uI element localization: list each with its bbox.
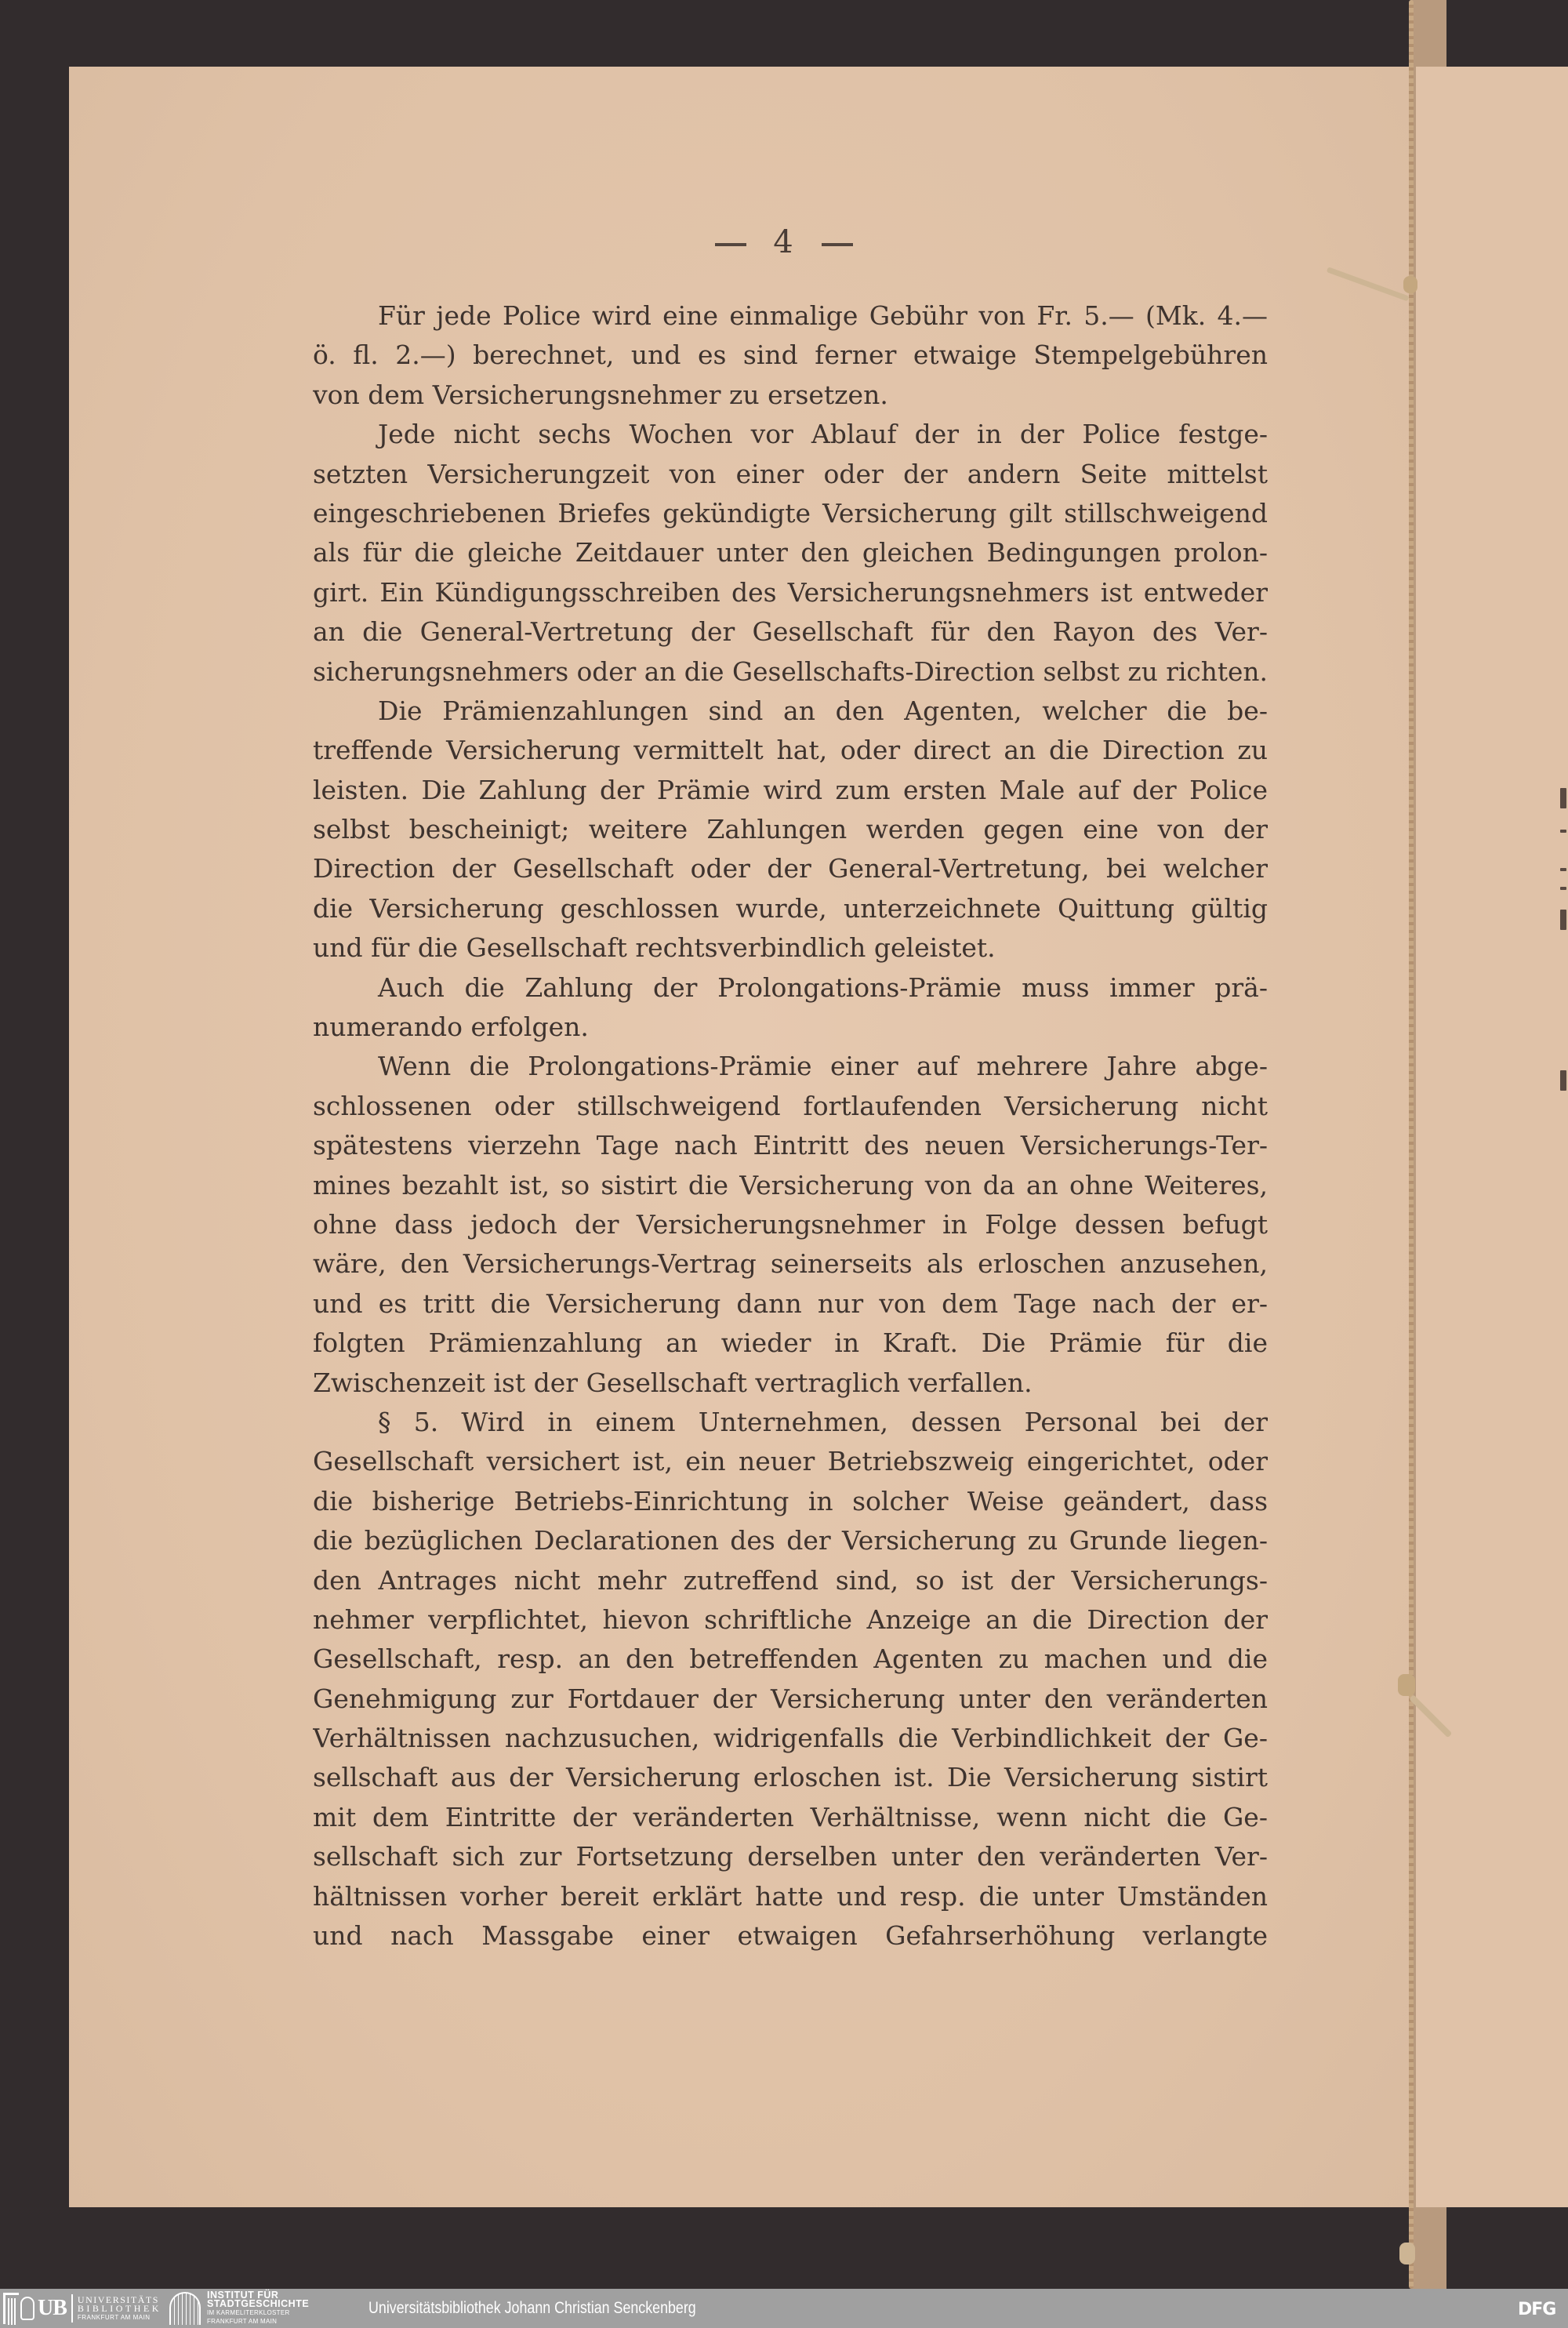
text-line: Gesellschaft versichert ist, ein neuer Betriebszweig eingerichtet, oder xyxy=(313,1446,1268,1477)
body-text xyxy=(313,296,1268,1956)
ub-separator xyxy=(71,2294,73,2323)
text-line: Jede nicht sechs Wochen vor Ablauf der in der Police festge- xyxy=(378,419,1268,450)
isg-arch-icon xyxy=(169,2292,201,2325)
isg-line-2: STADTGESCHICHTE xyxy=(207,2298,310,2309)
text-line: selbst bescheinigt; weitere Zahlungen werden gegen eine von der xyxy=(313,814,1268,845)
text-line: und für die Gesellschaft rechtsverbindlich geleistet. xyxy=(313,932,996,964)
text-line: hältnissen vorher bereit erklärt hatte und resp. die unter Umständen xyxy=(313,1880,1268,1912)
isg-line-1: INSTITUT FÜR xyxy=(207,2290,279,2301)
text-line: Für jede Police wird eine einmalige Gebühr von Fr. 5.— (Mk. 4.— xyxy=(378,300,1268,331)
ub-letters: UB xyxy=(38,2296,67,2320)
text-line: ohne dass jedoch der Versicherungsnehmer in Folge dessen befugt xyxy=(313,1208,1268,1240)
page-number-value: 4 xyxy=(773,224,795,260)
ub-line-1: UNIVERSITÄTS xyxy=(77,2293,159,2305)
adjacent-page-edge xyxy=(1416,67,1568,2207)
text-line: als für die gleiche Zeitdauer unter den gleichen Bedingungen prolon- xyxy=(313,537,1268,568)
text-line: leisten. Die Zahlung der Prämie wird zum ersten Male auf der Police xyxy=(313,774,1268,805)
next-page-ink-fragments xyxy=(1560,0,1568,2289)
ub-line-3: FRANKFURT AM MAIN xyxy=(77,2313,151,2321)
binding-knot-middle xyxy=(1398,1674,1415,1696)
text-line: setzten Versicherungzeit von einer oder der andern Seite mittelst xyxy=(313,458,1268,489)
paragraph xyxy=(313,692,1268,968)
footer-bar xyxy=(0,2289,1568,2328)
isg-text xyxy=(207,2291,309,2326)
text-line: Wenn die Prolongations-Prämie einer auf mehrere Jahre abge- xyxy=(378,1051,1268,1082)
binding-cord xyxy=(1409,0,1414,2289)
text-line: die bezüglichen Declarationen des der Versicherung zu Grunde liegen- xyxy=(313,1525,1268,1556)
text-line: Verhältnissen nachzusuchen, widrigenfalls die Verbindlichkeit der Ge- xyxy=(313,1723,1268,1754)
paragraph xyxy=(313,968,1268,1048)
text-line: die Versicherung geschlossen wurde, unterzeichnete Quittung gültig xyxy=(313,892,1268,924)
dash-right xyxy=(822,243,853,246)
text-line: und nach Massgabe einer etwaigen Gefahrserhöhung verlangte xyxy=(313,1920,1268,1952)
paragraph xyxy=(313,415,1268,692)
text-line: Direction der Gesellschaft oder der General-Vertretung, bei welcher xyxy=(313,853,1268,884)
text-line: von dem Versicherungsnehmer zu ersetzen. xyxy=(313,379,888,410)
footer-title: Universitätsbibliothek Johann Christian Senckenberg xyxy=(368,2299,696,2317)
text-line: sellschaft sich zur Fortsetzung derselben unter den veränderten Ver- xyxy=(313,1841,1268,1872)
text-line: eingeschriebenen Briefes gekündigte Versicherung gilt stillschweigend xyxy=(313,497,1268,528)
text-line: mit dem Eintritte der veränderten Verhältnisse, wenn nicht die Ge- xyxy=(313,1801,1268,1832)
text-line: wäre, den Versicherungs-Vertrag seinerseits als erloschen anzusehen, xyxy=(313,1248,1268,1280)
text-line: Auch die Zahlung der Prolongations-Prämie muss immer prä- xyxy=(378,972,1268,1003)
text-line: sellschaft aus der Versicherung erloschen ist. Die Versicherung sistirt xyxy=(313,1762,1268,1793)
text-line: treffende Versicherung vermittelt hat, oder direct an die Direction zu xyxy=(313,735,1268,766)
paragraph xyxy=(313,1047,1268,1403)
text-line: die bisherige Betriebs-Einrichtung in solcher Weise geändert, dass xyxy=(313,1485,1268,1516)
text-line: folgten Prämienzahlung an wieder in Kraft. Die Prämie für die xyxy=(313,1327,1268,1359)
text-line: Genehmigung zur Fortdauer der Versicherung unter den veränderten xyxy=(313,1683,1268,1714)
ub-logo[interactable] xyxy=(3,2292,162,2325)
text-line: girt. Ein Kündigungsschreiben des Versicherungsnehmers ist entweder xyxy=(313,576,1268,608)
ub-line-2: BIBLIOTHEK xyxy=(77,2302,162,2314)
text-line: numerando erfolgen. xyxy=(313,1011,589,1043)
text-line: und es tritt die Versicherung dann nur von dem Tage nach der er- xyxy=(313,1287,1268,1319)
page-number xyxy=(0,224,1568,260)
ub-portrait-icon xyxy=(20,2297,34,2320)
text-line: an die General-Vertretung der Gesellschaft für den Rayon des Ver- xyxy=(313,616,1268,648)
text-line: spätestens vierzehn Tage nach Eintritt des neuen Versicherungs-Ter- xyxy=(313,1130,1268,1161)
text-line: Die Prämienzahlungen sind an den Agenten, welcher die be- xyxy=(378,695,1268,726)
text-line: § 5. Wird in einem Unternehmen, dessen Personal bei der xyxy=(378,1406,1268,1437)
text-line: sicherungsnehmers oder an die Gesellschafts-Direction selbst zu richten. xyxy=(313,656,1268,687)
paragraph xyxy=(313,296,1268,415)
dfg-logo[interactable]: DFG xyxy=(1518,2300,1556,2319)
isg-line-3: IM KARMELITERKLOSTER xyxy=(207,2309,290,2316)
text-line: mines bezahlt ist, so sistirt die Versicherung von da an ohne Weiteres, xyxy=(313,1169,1268,1200)
paragraph-section-5 xyxy=(313,1403,1268,1956)
dash-left xyxy=(715,243,746,246)
text-line: ö. fl. 2.—) berechnet, und es sind ferner etwaige Stempelgebühren xyxy=(313,340,1268,371)
binding-knot-top xyxy=(1403,276,1417,293)
ub-text xyxy=(77,2293,162,2322)
text-line: Gesellschaft, resp. an den betreffenden Agenten zu machen und die xyxy=(313,1643,1268,1675)
isg-line-4: FRANKFURT AM MAIN xyxy=(207,2318,278,2325)
isg-logo[interactable] xyxy=(169,2292,309,2325)
text-line: schlossenen oder stillschweigend fortlaufenden Versicherung nicht xyxy=(313,1090,1268,1121)
text-line: den Antrages nicht mehr zutreffend sind, so ist der Versicherungs- xyxy=(313,1564,1268,1596)
ub-building-icon xyxy=(3,2293,19,2324)
binding-knot-bottom xyxy=(1399,2243,1415,2264)
text-line: Zwischenzeit ist der Gesellschaft vertraglich verfallen. xyxy=(313,1367,1033,1398)
text-line: nehmer verpflichtet, hievon schriftliche Anzeige an die Direction der xyxy=(313,1603,1268,1635)
